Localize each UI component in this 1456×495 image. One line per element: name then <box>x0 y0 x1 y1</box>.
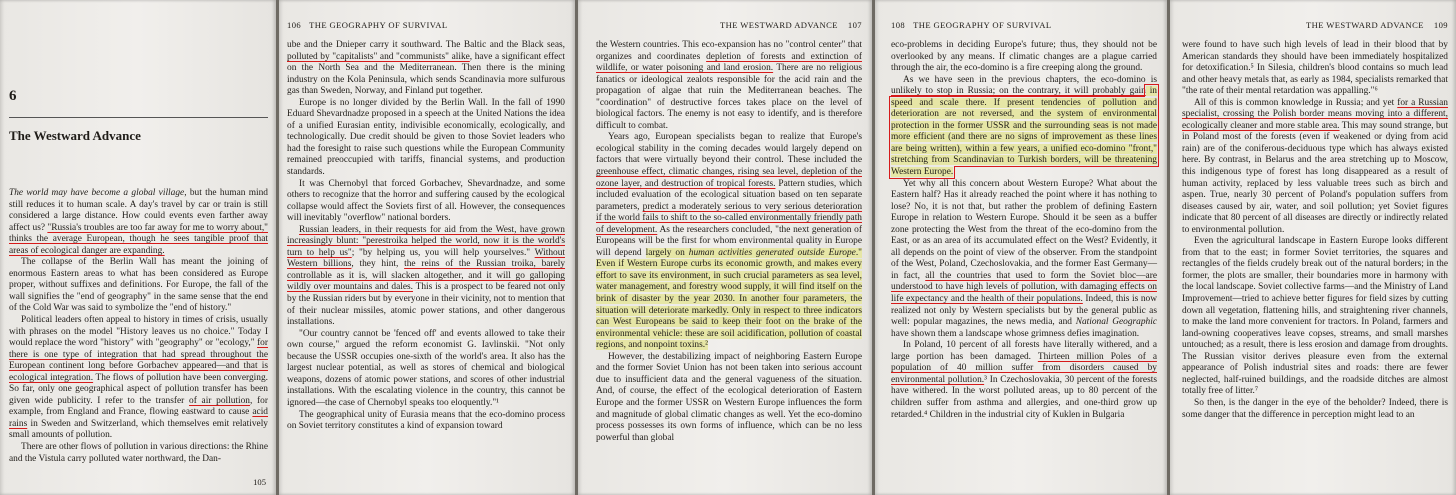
paragraph <box>891 75 1157 179</box>
underlined-text: for there is one type of integration that had spread throughout the European continent long before Gorbachev appeared—and that is ecological integration. <box>9 338 268 383</box>
chapter-title: The Westward Advance <box>9 128 141 143</box>
text-run: There are no religious fanatics or ideological zealots responsible for the acid rain and the propagation of algae that ruin the Mediterranean beaches. The "coordination" of destructive forces takes place on the level of biological factors. The enemy is not easy to identify, and is therefore difficult to combat. <box>596 63 863 131</box>
text-run: The collapse of the Berlin Wall has meant the joining of enormous Eastern areas to what has been considered as Europe proper, without suffixes and definitions. For Europe, the fall of the wall signifies the "end of geography" in the same sense that the end of the Cold War was said to symbolize the "end of history." <box>9 257 268 314</box>
page-body <box>596 40 862 444</box>
page-number: 108 <box>891 20 906 30</box>
text-run: eco-problems in deciding Europe's future; thus, they should not be overlooked by any means. If climatic changes are a plague carried through the air, the eco-domino is a fire creeping along the ground. <box>891 40 1157 74</box>
text-run: All of this is common knowledge in Russia; and yet <box>1194 97 1398 108</box>
highlighted-text: human activities generated outside Europe <box>688 247 856 258</box>
text-run: Indeed, this is now realized not only by Western specialists but by the general public as well: popular magazines, the news media, and <box>891 294 1157 328</box>
running-head <box>1182 18 1448 32</box>
paragraph <box>596 40 862 132</box>
underlined-text: unlikely to stop in Russia; on the contrary, it will probably gain <box>891 86 1146 97</box>
page-107 <box>578 0 872 495</box>
paragraph <box>287 98 565 179</box>
page-number: 105 <box>253 477 266 487</box>
text-run: It was Chernobyl that forced Gorbachev, Shevardnadze, and some others to recognize that the horror and suffering caused by the ecological collapse would affect the Soviets first of all. However, the consequences will inevitably "overflow" national borders. <box>287 178 565 224</box>
text-run: ³ In Czechoslovakia, 30 percent of the forests have withered. In the worst polluted areas, up to 80 percent of the children suffer from asthma and allergies, and one-third grow up retarded.⁴ Children in the industrial city of Kuklen in Bulgaria <box>891 374 1157 420</box>
chapter-rule <box>9 117 268 118</box>
running-head <box>287 18 565 32</box>
paragraph <box>287 40 565 98</box>
underlined-text: the reins of the Russian troika, barely controllable as it is, will slacken altogether, and it will go galloping wildly over mountains and dales. <box>287 259 566 293</box>
text-run: As the researchers concluded, "the next generation of Europeans will be the first for whom environmental quality in Europe will depend <box>596 224 862 258</box>
text-run: Yet why all this concern about Western Europe? What about the Eastern half? Has it already reached the point where it has nothing to lose? No, it is not that, but rather the problem of defining Eastern Europe in relation to Western Europe. Should it be seen as a buffer zone protecting the West from the threat of the eco-domino from the East, or as an area of its accumulated effect on the West? Evidently, it all depends on the point of view of the observer. From the standpoint of the West, Poland, Czechoslovakia, and the former East Germany—in fact, <box>891 178 1157 281</box>
page-body <box>287 40 565 433</box>
page-number: 109 <box>1433 20 1448 30</box>
underlined-text: Without Western billions <box>287 247 565 270</box>
underlined-text: acid rains <box>9 407 268 429</box>
text-run: This is a prospect to be feared not only by the Russian riders but by everyone in their vicinity, not to mention that of their nuclear missiles, atomic power stations, and other dangerous installations. <box>287 282 566 328</box>
underlined-text: all the countries that used to form the Soviet bloc—are understood to have high levels of pollution, with damaging effects on life expectancy and the health of their populations. <box>891 270 1157 305</box>
text-run: This may sound strange, but in Poland most of the forests (even if weakened or dying from acid rain) are of the coniferous-deciduous type which has always existed here. By contrast, in Belarus and the area stretching up to Moscow, this indigenous type of forest has long disappeared as a result of human activity, replaced by less valuable trees such as birch and aspen. True, nearly 30 percent of Poland's population suffers from diseases caused by air, water, and soil pollution; yet Soviet figures indicate that 80 percent of all diseases are directly or indirectly related to environmental pollution. <box>1182 120 1448 235</box>
text-run: As we have seen in the previous chapters, the eco-domino is <box>903 74 1157 85</box>
paragraph <box>596 352 862 444</box>
boxed-highlighted-text: in speed and scale there. If present tendencies of pollution and deterioration are not reversed, and the system of environmental protection in the former USSR and the surrounding seas is not made more efficient (and there are no signs of improvement as these lines are being written), within a few years, a unified eco-domino "front," stretching from Scandinavian to Turkish borders, will be threatening Western Europe. <box>891 86 1157 178</box>
running-head-title: THE GEOGRAPHY OF SURVIVAL <box>309 20 448 30</box>
running-head-title: THE GEOGRAPHY OF SURVIVAL <box>913 20 1052 30</box>
text-run: In Poland, 10 percent of all forests have literally withered, and a large portion has been damaged. <box>891 340 1157 362</box>
paragraph <box>1182 398 1448 421</box>
highlighted-text: largely on <box>645 247 689 258</box>
paragraph <box>891 40 1157 75</box>
paragraph <box>9 442 268 465</box>
text-run: "Our country cannot be 'fenced off' and events allowed to take their own course," argued the reform economist G. Iavlinskii. "Not only because the USSR occupies one-sixth of the world's area. It also has the largest nuclear potential, as well as stores of chemical and biological weapons, dozens of atomic power stations, and scores of other industrial installations. With the escalating violence in the country, this cannot be ignored—the case of Chernobyl speaks too eloquently."¹ <box>287 328 565 408</box>
text-run: , have a significant effect on the North Sea and the Mediterranean. Then there is the mining industry on the Kola Peninsula, which sends Scandinavia more sulfurous gas than Sweden, Norway, and Finland put together. <box>287 51 565 97</box>
underlined-text: depletion of forests and extinction of wildlife, or water poisoning and land erosion. <box>596 51 862 74</box>
underlined-text: predict a moderately serious to very serious deterioration if the world fails to shift to the so-called environmentally friendly path of development. <box>596 201 863 235</box>
text-run: Pattern studies, which included evaluation of the ecological situation based on ten separate parameters, <box>596 178 862 212</box>
paragraph <box>891 340 1157 421</box>
text-run: National Geographic <box>1075 317 1157 328</box>
text-run: , for example, from England and France, flowing eastward to cause <box>9 395 268 418</box>
text-run: , they hint, <box>351 259 405 270</box>
running-head <box>596 18 862 32</box>
page-body <box>1182 40 1448 421</box>
underlined-text: for a Russian specialist, crossing the Polish border means moving into a different, ecologically cleaner and more stable area. <box>1182 97 1448 131</box>
paragraph <box>287 179 565 225</box>
paragraph <box>9 188 268 257</box>
text-run: Political leaders often appeal to history in times of crisis, usually with phrases on the model "History leaves us no choice." Today I would replace the word "history" with "geography" or "ecology," <box>9 315 268 349</box>
text-run: Europe is no longer divided by the Berlin Wall. In the fall of 1990 Eduard Shevardnadze proposed in a speech at the United Nations the idea of a unified Eurasian entity, indivisible economically, ecologically, and technologically. Due credit should be given to those Soviet leaders who had the foresight to raise such questions while the European Community remained preoccupied with tariffs, financial systems, and production standards. <box>287 97 565 178</box>
text-run: The world may have become a global village <box>9 188 185 198</box>
page-109 <box>1170 0 1456 495</box>
chapter-number: 6 <box>9 88 17 104</box>
page-108 <box>875 0 1167 495</box>
text-run: the Western countries. This eco-expansion has no "control center" that organizes and coordinates <box>596 40 862 62</box>
text-run: , but the human mind still reduces it to human scale. A day's travel by car or train is still considered a large distance. How could events even farther away affect us? <box>9 188 268 233</box>
paragraph <box>287 410 565 433</box>
text-run: ; "by helping us, you will help yourselves." <box>351 247 535 258</box>
page-body <box>891 40 1157 421</box>
text-run: There are other flows of pollution in various directions: the Rhine and the Vistula carry polluted water northward, the Dan- <box>9 442 268 464</box>
paragraph <box>287 225 565 329</box>
paragraph <box>9 257 268 315</box>
highlighted-text: ." Even if Western Europe curbs its economic growth, and makes every effort to save its environment, in such crucial parameters as sea level, water management, and forestry wood supply, it will find itself on the brink of disaster by the year 2030. In another four parameters, the situation will deteriorate markedly. Only in respect to three indicators can West Europeans be said to keep their foot on the brake of the environmental vehicle: these are soil acidification, pollution of coastal regions, and nonpoint toxins.² <box>596 247 862 351</box>
text-run: in Sweden and Switzerland, which themselves emit relatively small amounts of pollution. <box>9 418 268 441</box>
text-run: have shown them a landscape whose grimness defies imagination. <box>891 328 1140 339</box>
underlined-text: of air pollution <box>189 395 250 406</box>
underlined-text: greenhouse effect, climatic changes, rising sea level, depletion of the ozone layer, and destruction of tropical forests. <box>596 167 862 189</box>
underlined-text: polluted by "capitalists" and "communists" alike <box>287 51 470 62</box>
paragraph <box>287 329 565 410</box>
underlined-text: "Russia's troubles are too far away for me to worry about," thinks the average European, though he sees tangible proof that areas of ecological danger are expanding. <box>9 222 268 256</box>
text-run: were found to have such high levels of lead in their blood that by American standards they should have been immediately hospitalized for detoxification.⁵ In Silesia, children's blood contains so much lead and other heavy metals that, as early as 1984, specialists remarked that "the rate of their mental retardation was appalling."⁶ <box>1182 40 1448 97</box>
page-105 <box>0 0 276 495</box>
running-head-title: THE WESTWARD ADVANCE <box>719 20 838 30</box>
underlined-text: Russian leaders, in their requests for aid from the West, have grown increasingly blunt: "perestroika helped the world, now it is the world's turn to help us" <box>287 224 565 258</box>
page-number: 107 <box>847 20 862 30</box>
text-run: So then, is the danger in the eye of the beholder? Indeed, there is some danger that the difference in perception might lead to an <box>1182 397 1448 420</box>
page-body <box>9 188 268 465</box>
paragraph <box>1182 236 1448 398</box>
text-run: Even the agricultural landscape in Eastern Europe looks different from that to the east; in former Soviet territories, the squares and rectangles of the fields crudely break out of the natural borders; in the former, the plots are smaller, their boundaries more in harmony with the local landscape. Soviet collective farms—and the Ministry of Land Improvement—tried to achieve better figures for field sizes by cutting down all vegetation, flattening hills, and straightening river channels, to make the land more convenient for tractors. In Poland, farmers and land-owning cooperatives leave copses, streams, and small marshes untouched; as a result, there is less erosion and damage from droughts. The Russian visitor derives pleasure even from the external appearance of Polish industrial sites and roads: there are fewer neglected, half-ruined buildings, and the roadside ditches are almost totally free of litter.⁷ <box>1182 236 1448 397</box>
page-106 <box>279 0 575 495</box>
text-run: The flows of pollution have been converging. So far, only one geographical aspect of pollution transfer has been given wide publicity. I refer to the transfer <box>9 372 268 406</box>
paragraph <box>596 132 862 351</box>
running-head <box>891 18 1157 32</box>
text-run: ube and the Dnieper carry it southward. The Baltic and the Black seas, <box>287 40 565 50</box>
text-run: Years ago, European specialists began to realize that Europe's ecological stability in the coming decades would largely depend on factors that were virtually beyond their control. These included the <box>596 132 862 166</box>
paragraph <box>9 315 268 442</box>
paragraph <box>1182 98 1448 237</box>
paragraph <box>891 179 1157 341</box>
underlined-text: Thirteen million Poles of a population of 40 million suffer from disorders caused by environmental pollution. <box>891 351 1157 385</box>
text-run: However, the destabilizing impact of neighboring Eastern Europe and the former Soviet Union has not been taken into serious account due to insufficient data and the general vagueness of the situation. And, of course, the effect of the ecological deterioration of Eastern Europe and the former USSR on Western Europe influences the form and magnitude of global climatic changes as well. Yet the eco-domino process possesses its own forms of influence, which can be no less powerful than global <box>596 351 862 443</box>
paragraph <box>1182 40 1448 98</box>
text-run: The geographical unity of Eurasia means that the eco-domino process on Soviet territory constitutes a kind of expansion toward <box>287 409 565 432</box>
page-number: 106 <box>287 20 302 30</box>
running-head-title: THE WESTWARD ADVANCE <box>1305 20 1424 30</box>
